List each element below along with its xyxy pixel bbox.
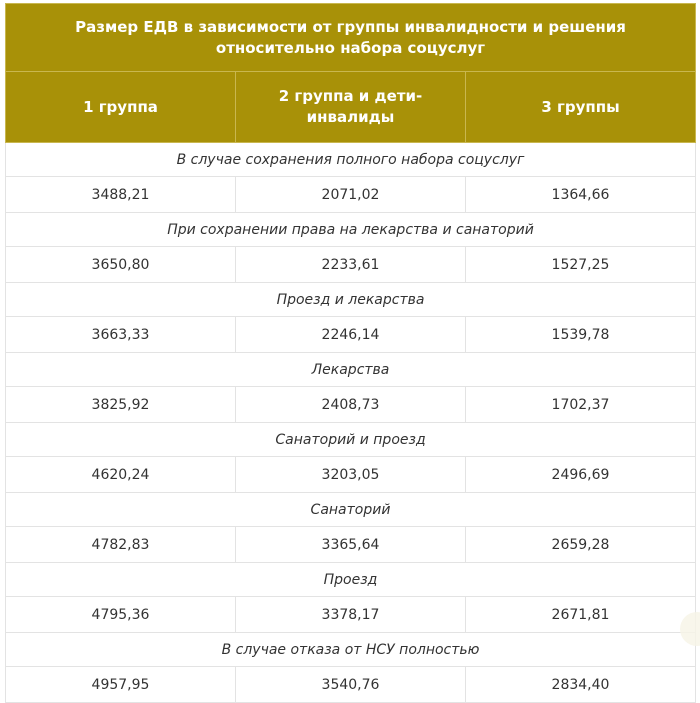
section-label: Санаторий и проезд	[6, 423, 696, 457]
value-group-2: 2071,02	[236, 177, 466, 213]
column-header-row	[6, 72, 696, 143]
value-group-3: 1702,37	[466, 387, 696, 423]
section-label: Лекарства	[6, 353, 696, 387]
value-group-2: 3203,05	[236, 457, 466, 493]
value-group-2: 3378,17	[236, 597, 466, 633]
section-row	[6, 633, 696, 667]
section-row	[6, 493, 696, 527]
value-group-1: 4620,24	[6, 457, 236, 493]
value-group-1: 3663,33	[6, 317, 236, 353]
value-group-1: 3825,92	[6, 387, 236, 423]
value-group-1: 3650,80	[6, 247, 236, 283]
value-group-2: 2408,73	[236, 387, 466, 423]
value-group-1: 4795,36	[6, 597, 236, 633]
value-group-1: 4782,83	[6, 527, 236, 563]
section-row	[6, 423, 696, 457]
value-group-1: 3488,21	[6, 177, 236, 213]
table-row	[6, 527, 696, 563]
section-label: Проезд	[6, 563, 696, 597]
section-row	[6, 213, 696, 247]
section-row	[6, 353, 696, 387]
value-group-3: 2834,40	[466, 667, 696, 703]
section-label: При сохранении права на лекарства и санаторий	[6, 213, 696, 247]
value-group-3: 2671,81	[466, 597, 696, 633]
value-group-3: 2496,69	[466, 457, 696, 493]
edv-table	[5, 3, 696, 703]
section-label: В случае отказа от НСУ полностью	[6, 633, 696, 667]
value-group-2: 2233,61	[236, 247, 466, 283]
value-group-2: 3365,64	[236, 527, 466, 563]
value-group-3: 1364,66	[466, 177, 696, 213]
section-row	[6, 143, 696, 177]
value-group-3: 2659,28	[466, 527, 696, 563]
table-title: Размер ЕДВ в зависимости от группы инвалидности и решения относительно набора соцуслуг	[6, 4, 696, 72]
value-group-2: 3540,76	[236, 667, 466, 703]
value-group-3: 1527,25	[466, 247, 696, 283]
section-label: Проезд и лекарства	[6, 283, 696, 317]
title-row	[6, 4, 696, 72]
value-group-2: 2246,14	[236, 317, 466, 353]
table-row	[6, 457, 696, 493]
table-row	[6, 247, 696, 283]
table-row	[6, 177, 696, 213]
table-row	[6, 387, 696, 423]
value-group-1: 4957,95	[6, 667, 236, 703]
column-header-group-1: 1 группа	[6, 72, 236, 143]
section-row	[6, 563, 696, 597]
table-row	[6, 667, 696, 703]
table-row	[6, 317, 696, 353]
section-row	[6, 283, 696, 317]
section-label: Санаторий	[6, 493, 696, 527]
column-header-group-2: 2 группа и дети-инвалиды	[236, 72, 466, 143]
value-group-3: 1539,78	[466, 317, 696, 353]
section-label: В случае сохранения полного набора соцуслуг	[6, 143, 696, 177]
column-header-group-3: 3 группы	[466, 72, 696, 143]
table-row	[6, 597, 696, 633]
